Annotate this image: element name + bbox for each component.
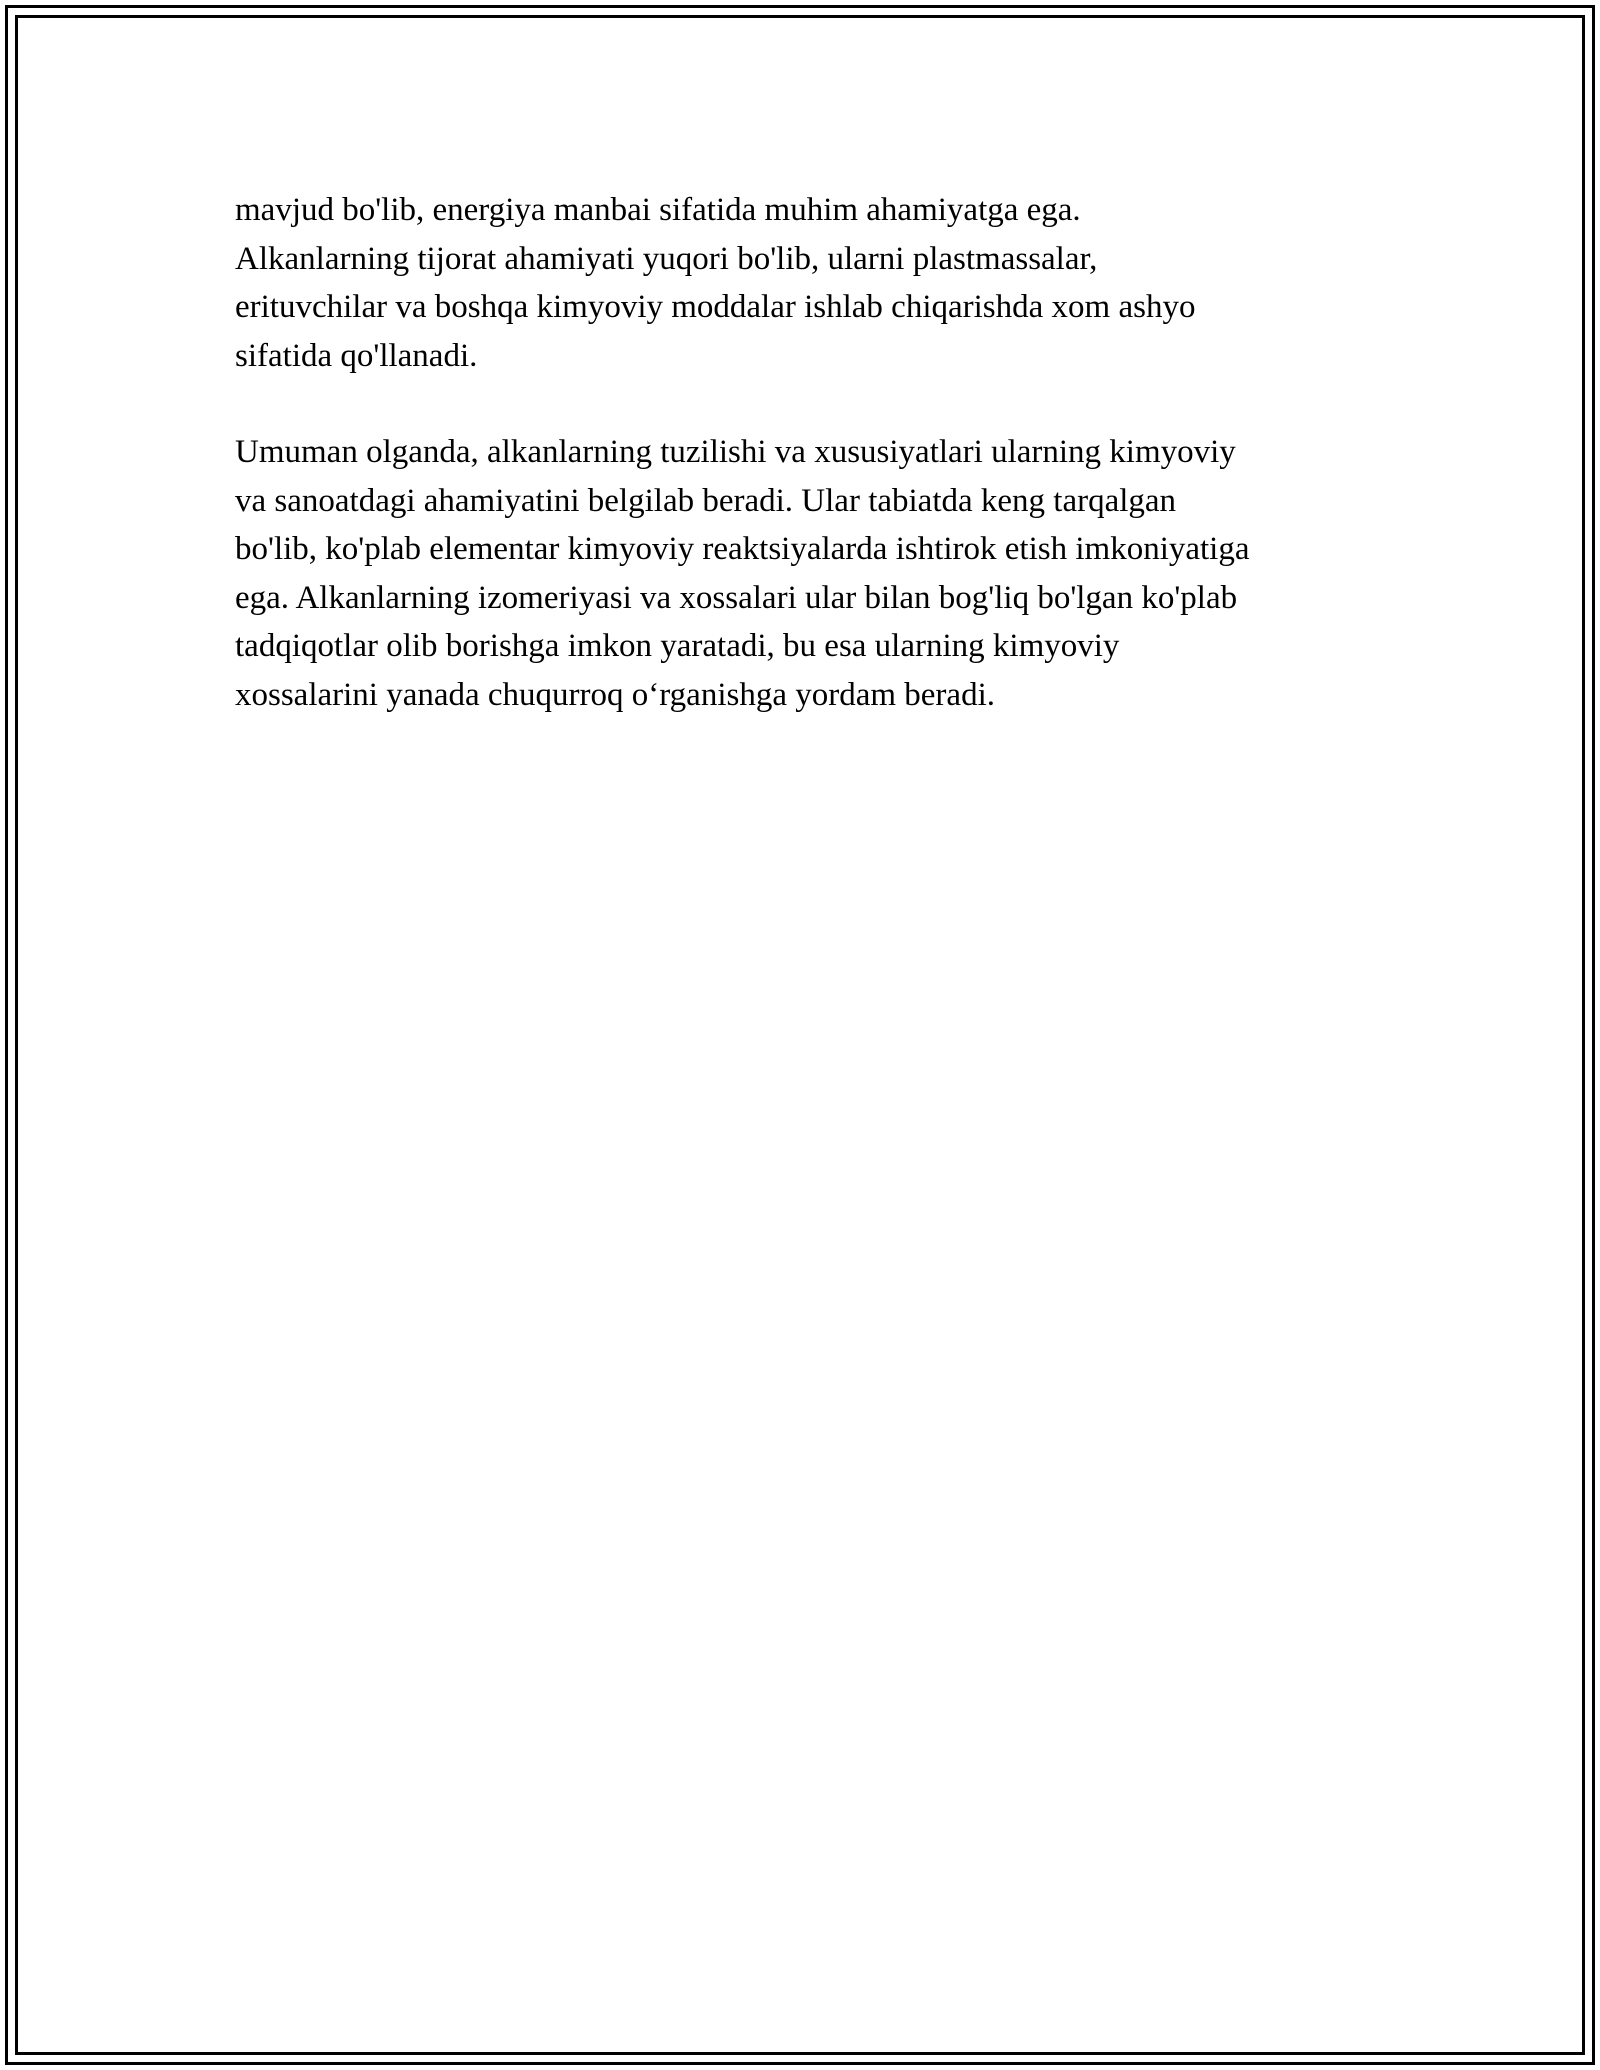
paragraph-line: Umuman olganda, alkanlarning tuzilishi va xususiyatlari ularning kimyoviy bbox=[235, 434, 1236, 470]
paragraph-line: tadqiqotlar olib borishga imkon yaratadi, bu esa ularning kimyoviy bbox=[235, 628, 1120, 664]
paragraph-line: erituvchilar va boshqa kimyoviy moddalar ishlab chiqarishda xom ashyo bbox=[235, 289, 1196, 325]
paragraph-line: sifatida qo'llanadi. bbox=[235, 337, 478, 374]
document-body bbox=[235, 186, 1395, 719]
paragraph-1 bbox=[235, 186, 1395, 380]
paragraph-line: mavjud bo'lib, energiya manbai sifatida muhim ahamiyatga ega. bbox=[235, 192, 1081, 228]
paragraph-2 bbox=[235, 428, 1395, 719]
paragraph-line: ega. Alkanlarning izomeriyasi va xossalari ular bilan bog'liq bo'lgan ko'plab bbox=[235, 579, 1238, 616]
paragraph-line: bo'lib, ko'plab elementar kimyoviy reaktsiyalarda ishtirok etish imkoniyatiga bbox=[235, 531, 1250, 567]
paragraph-line: va sanoatdagi ahamiyatini belgilab beradi. Ular tabiatda keng tarqalgan bbox=[235, 482, 1177, 519]
paragraph-line: Alkanlarning tijorat ahamiyati yuqori bo'lib, ularni plastmassalar, bbox=[235, 240, 1098, 277]
paragraph-line: xossalarini yanada chuqurroq o‘rganishga yordam beradi. bbox=[235, 676, 995, 713]
